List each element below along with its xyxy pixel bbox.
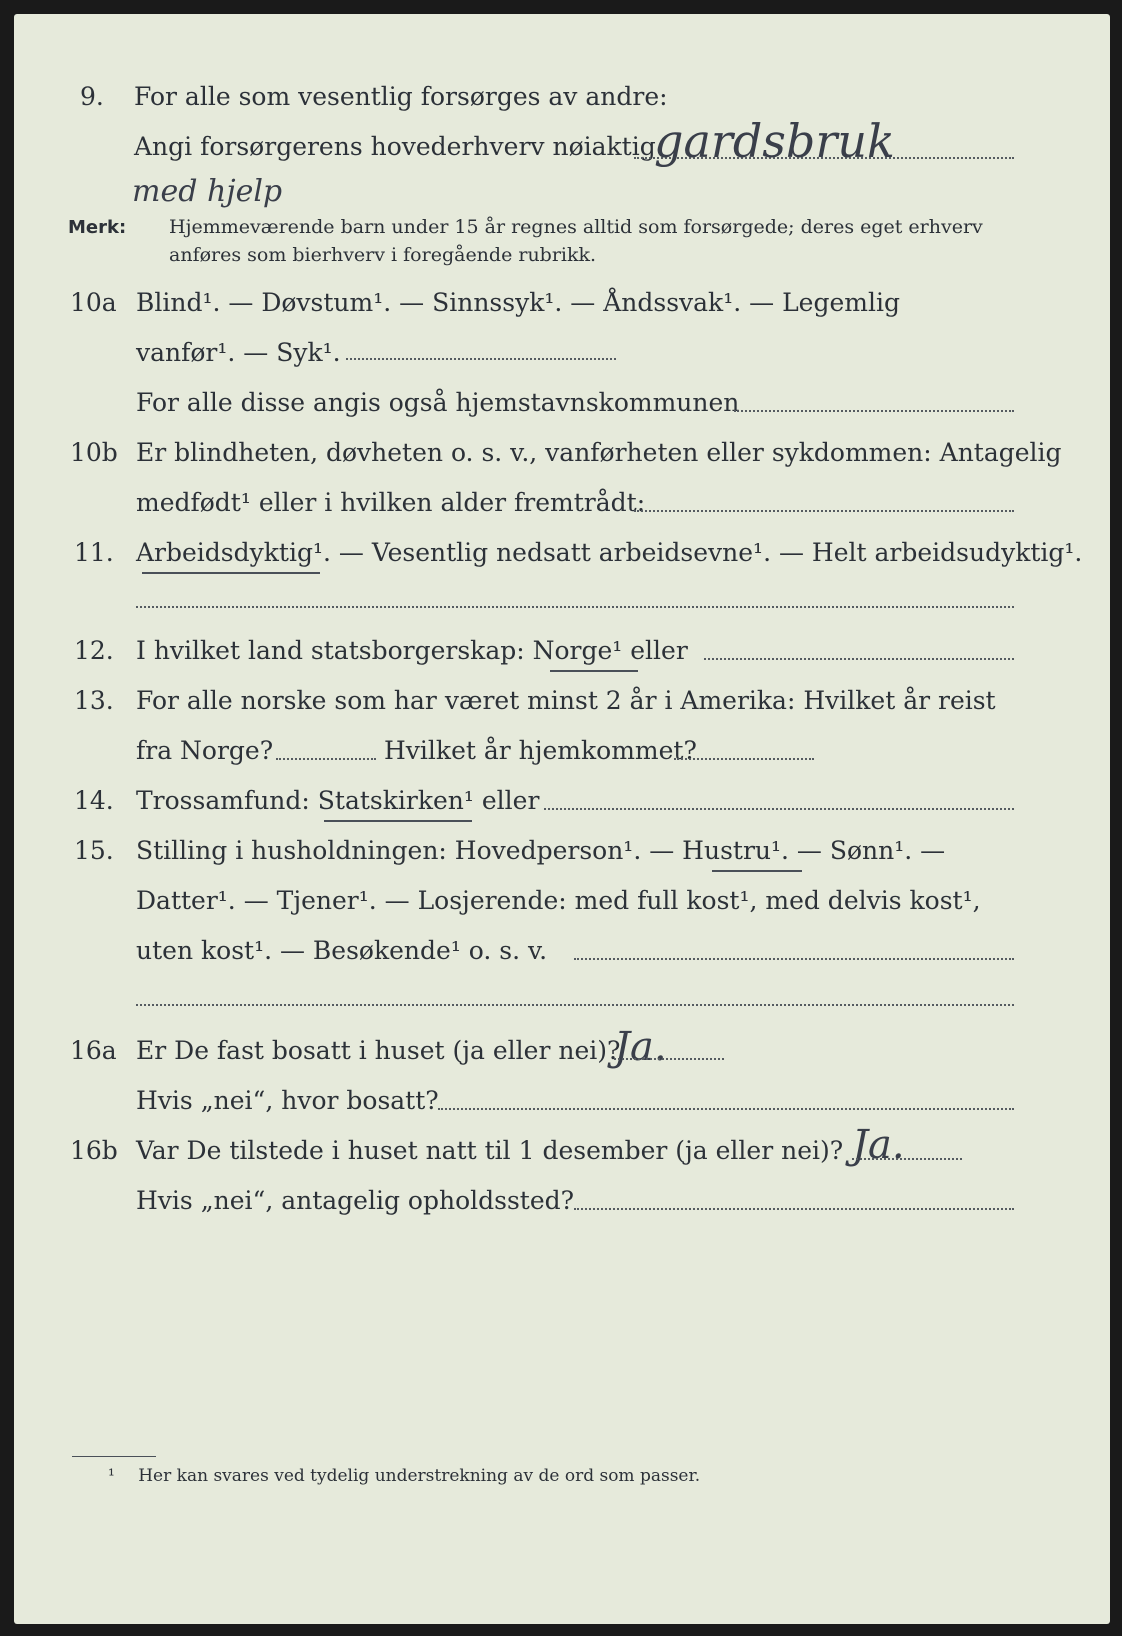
q9-line2: Angi forsørgerens hovederhverv nøiaktig bbox=[134, 132, 656, 161]
q16a-answer-line bbox=[614, 1058, 724, 1060]
q10a-line2: vanfør¹. — Syk¹. bbox=[136, 338, 341, 367]
q15-extra-line bbox=[136, 1004, 1014, 1006]
q11-answer-line bbox=[136, 606, 1014, 608]
q15-line3: uten kost¹. — Besøkende¹ o. s. v. bbox=[136, 936, 548, 965]
q16a-handwritten-answer: Ja. bbox=[614, 1024, 667, 1070]
q16b-line2: Hvis „nei“, antagelig opholdssted? bbox=[136, 1186, 575, 1215]
q14-label: Trossamfund: bbox=[136, 786, 310, 815]
census-form-page bbox=[14, 14, 1110, 1624]
q12-line bbox=[136, 636, 688, 666]
q13-number: 13. bbox=[74, 686, 114, 715]
q13-line2b: Hvilket år hjemkommet? bbox=[384, 736, 697, 765]
merk-line1: Hjemmeværende barn under 15 år regnes alltid som forsørgede; deres eget erhverv bbox=[169, 216, 983, 238]
q12-answer-line bbox=[704, 658, 1014, 660]
q16a-number: 16a bbox=[70, 1036, 117, 1065]
q14-statskirken: Statskirken¹ bbox=[317, 786, 474, 815]
q10b-number: 10b bbox=[70, 438, 118, 467]
q11-number: 11. bbox=[74, 538, 114, 567]
q11-line1: Arbeidsdyktig¹. — Vesentlig nedsatt arbeidsevne¹. — Helt arbeidsudyktig¹. bbox=[136, 538, 1083, 567]
q15-line1: Stilling i husholdningen: Hovedperson¹. — Hustru¹. — Sønn¹. — bbox=[136, 836, 946, 865]
q15-answer-line bbox=[574, 958, 1014, 960]
q14-line bbox=[136, 786, 539, 816]
q16a-line1: Er De fast bosatt i huset (ja eller nei)? bbox=[136, 1036, 621, 1065]
q16b-number: 16b bbox=[70, 1136, 118, 1165]
q9-line1: For alle som vesentlig forsørges av andre: bbox=[134, 82, 668, 111]
q12-label: I hvilket land statsborgerskap: bbox=[136, 636, 525, 665]
footnote-rule bbox=[72, 1456, 156, 1457]
q10a-line3: For alle disse angis også hjemstavnskommunen bbox=[136, 388, 740, 417]
q12-number: 12. bbox=[74, 636, 114, 665]
q9-handwritten-answer: gardsbruk bbox=[654, 114, 895, 168]
q10a-syk-line bbox=[346, 358, 616, 360]
q16b-answer-line bbox=[852, 1158, 962, 1160]
q12-underline-norge bbox=[550, 670, 638, 672]
q14-eller: eller bbox=[481, 786, 540, 815]
merk-line2: anføres som bierhverv i foregående rubrikk. bbox=[169, 244, 597, 266]
q11-underline-arbeidsdyktig bbox=[142, 572, 320, 574]
footnote bbox=[108, 1466, 700, 1486]
q13-line2a: fra Norge? bbox=[136, 736, 274, 765]
q9-number: 9. bbox=[80, 82, 104, 111]
q16b-opholdssted-line bbox=[574, 1208, 1014, 1210]
q14-number: 14. bbox=[74, 786, 114, 815]
q16b-handwritten-answer: Ja. bbox=[852, 1122, 905, 1168]
q15-underline-hustru bbox=[712, 870, 802, 872]
q14-answer-line bbox=[544, 808, 1014, 810]
footnote-text: Her kan svares ved tydelig understrekning av de ord som passer. bbox=[138, 1466, 701, 1486]
q16a-bosatt-line bbox=[438, 1108, 1014, 1110]
q13-reist-line bbox=[276, 758, 376, 760]
q15-line2: Datter¹. — Tjener¹. — Losjerende: med full kost¹, med delvis kost¹, bbox=[136, 886, 981, 915]
footnote-mark: ¹ bbox=[108, 1466, 115, 1486]
q10a-hjemstavn-line bbox=[734, 410, 1014, 412]
q10b-line2: medfødt¹ eller i hvilken alder fremtrådt: bbox=[136, 488, 646, 517]
q16a-line2: Hvis „nei“, hvor bosatt? bbox=[136, 1086, 439, 1115]
q15-number: 15. bbox=[74, 836, 114, 865]
q9-handwritten-answer-2: med hjelp bbox=[132, 174, 283, 209]
q12-norge: Norge¹ bbox=[532, 636, 623, 665]
q13-hjemkommet-line bbox=[674, 758, 814, 760]
q12-eller: eller bbox=[630, 636, 688, 665]
q14-underline-statskirken bbox=[324, 820, 472, 822]
q10a-number: 10a bbox=[70, 288, 117, 317]
q13-line1: For alle norske som har været minst 2 år i Amerika: Hvilket år reist bbox=[136, 686, 996, 715]
q16b-line1: Var De tilstede i huset natt til 1 desember (ja eller nei)? bbox=[136, 1136, 844, 1165]
merk-label: Merk: bbox=[68, 217, 127, 238]
q10a-line1: Blind¹. — Døvstum¹. — Sinnssyk¹. — Åndssvak¹. — Legemlig bbox=[136, 288, 900, 317]
q10b-line1: Er blindheten, døvheten o. s. v., vanførheten eller sykdommen: Antagelig bbox=[136, 438, 1062, 467]
q10b-answer-line bbox=[634, 510, 1014, 512]
